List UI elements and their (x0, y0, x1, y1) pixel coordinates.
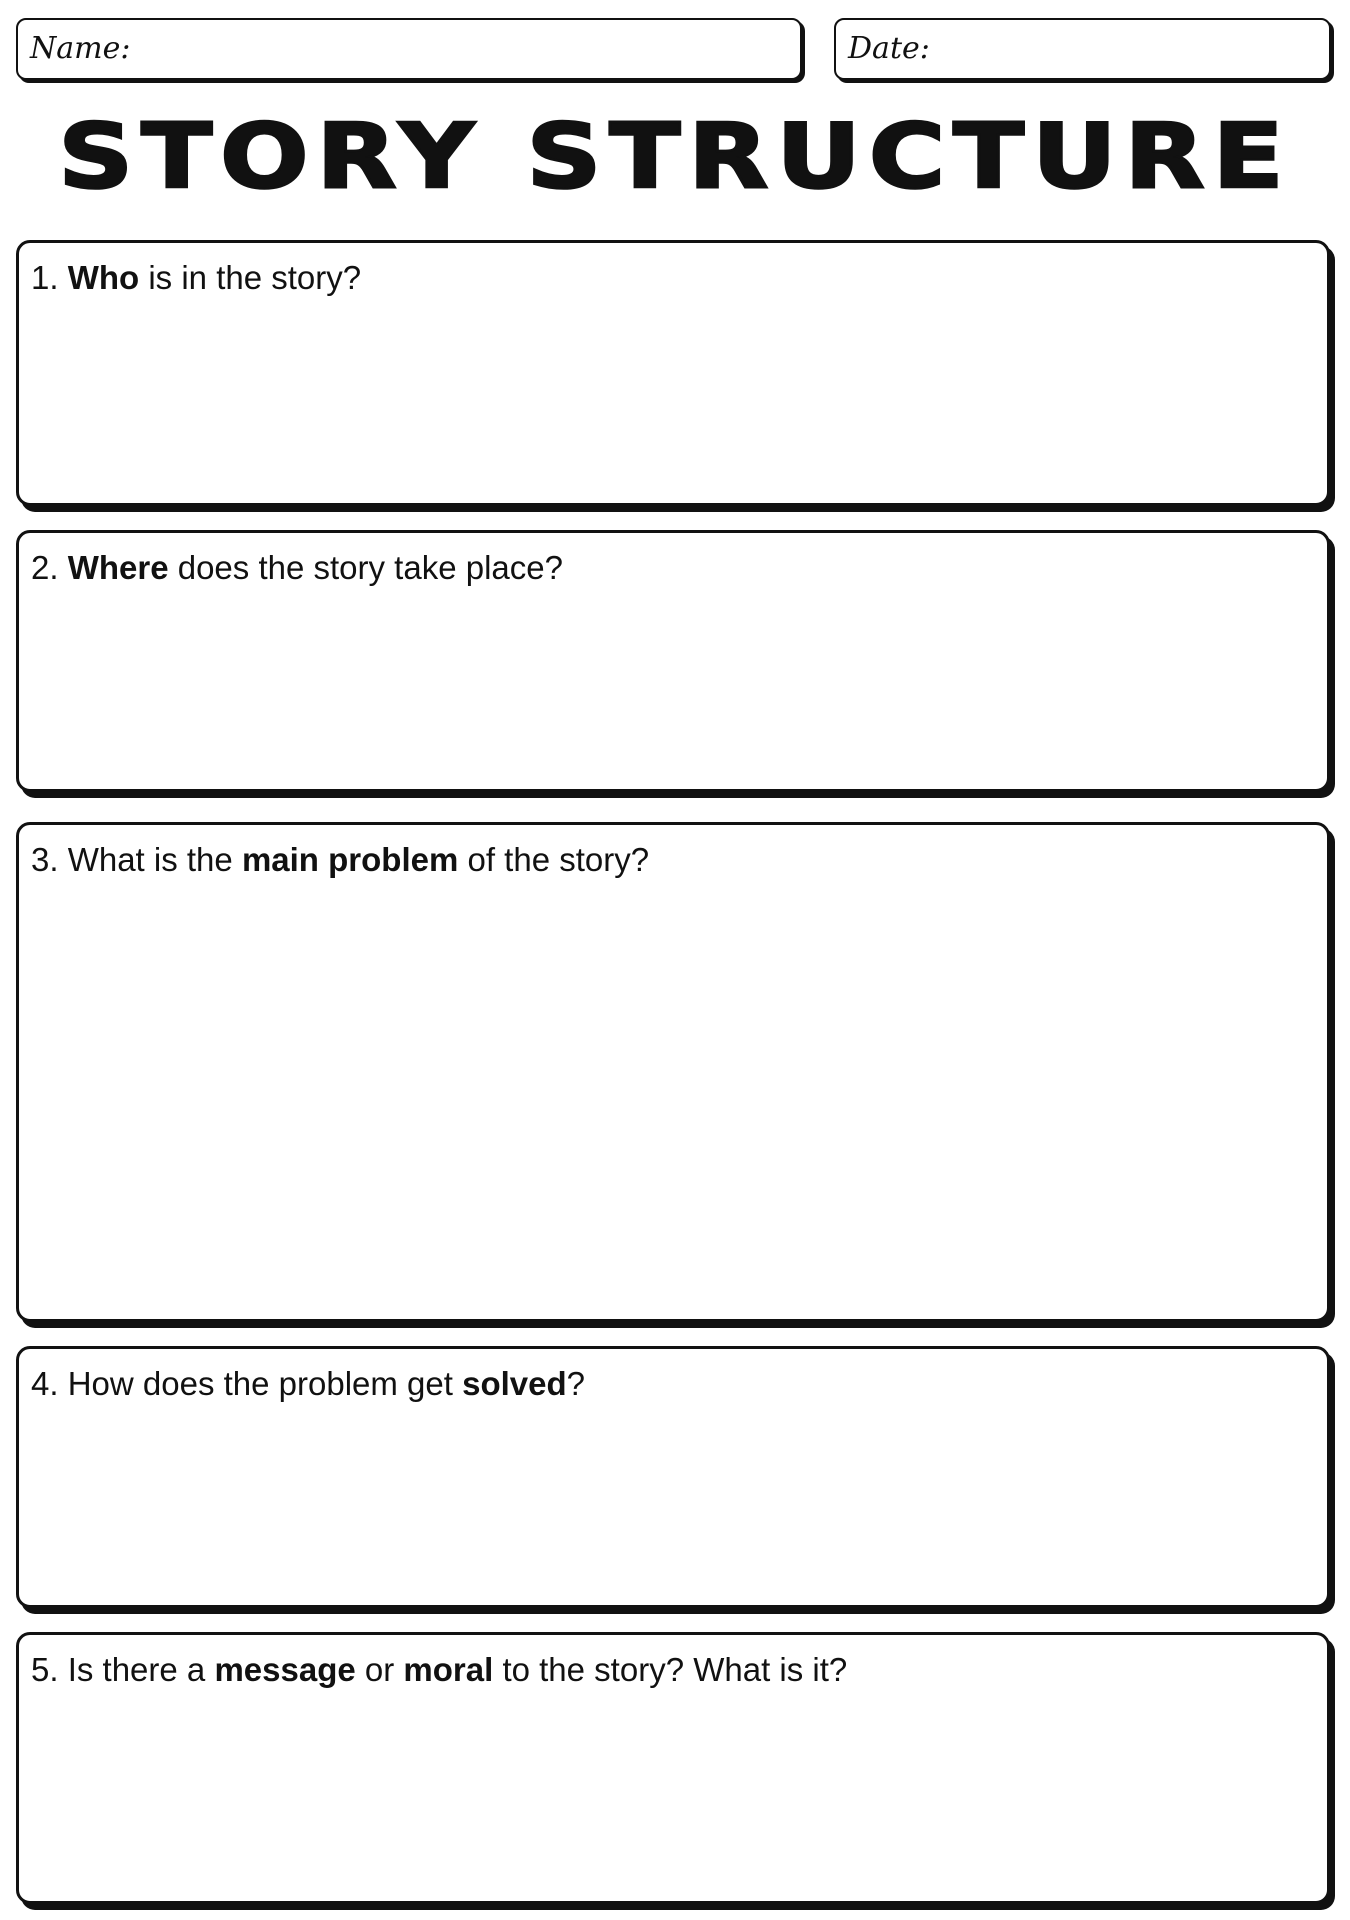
question-2-text (31, 549, 563, 587)
question-keyword: Who (67, 259, 140, 296)
question-text-part: ? (566, 1365, 585, 1402)
answer-box-who[interactable] (16, 240, 1330, 506)
question-keyword: Where (67, 549, 169, 586)
answer-box-moral[interactable] (16, 1632, 1330, 1904)
date-label: Date: (848, 31, 930, 66)
page-title: STORY STRUCTURE (58, 103, 1292, 209)
question-number: 1. (31, 259, 59, 296)
question-keyword: message (214, 1651, 356, 1688)
answer-box-main-problem[interactable] (16, 822, 1330, 1322)
question-keyword: main problem (241, 841, 459, 878)
question-text-part: What is the (67, 841, 242, 878)
name-label: Name: (30, 31, 131, 66)
question-text-part: does the story take place? (168, 549, 563, 586)
question-number: 2. (31, 549, 59, 586)
date-field[interactable] (834, 18, 1331, 80)
question-text-part: of the story? (458, 841, 650, 878)
question-5-text (31, 1651, 847, 1689)
question-4-text (31, 1365, 585, 1403)
question-keyword: solved (462, 1365, 567, 1402)
question-keyword: moral (403, 1651, 494, 1688)
question-number: 4. (31, 1365, 59, 1402)
question-3-text (31, 841, 649, 879)
question-text-part: Is there a (67, 1651, 215, 1688)
question-number: 5. (31, 1651, 59, 1688)
name-field[interactable] (16, 18, 802, 80)
question-text-part: is in the story? (139, 259, 362, 296)
question-text-part: How does the problem get (67, 1365, 463, 1402)
question-1-text (31, 259, 361, 297)
question-number: 3. (31, 841, 59, 878)
answer-box-where[interactable] (16, 530, 1330, 792)
question-text-part: to the story? What is it? (493, 1651, 848, 1688)
answer-box-solution[interactable] (16, 1346, 1330, 1608)
question-text-part: or (355, 1651, 404, 1688)
